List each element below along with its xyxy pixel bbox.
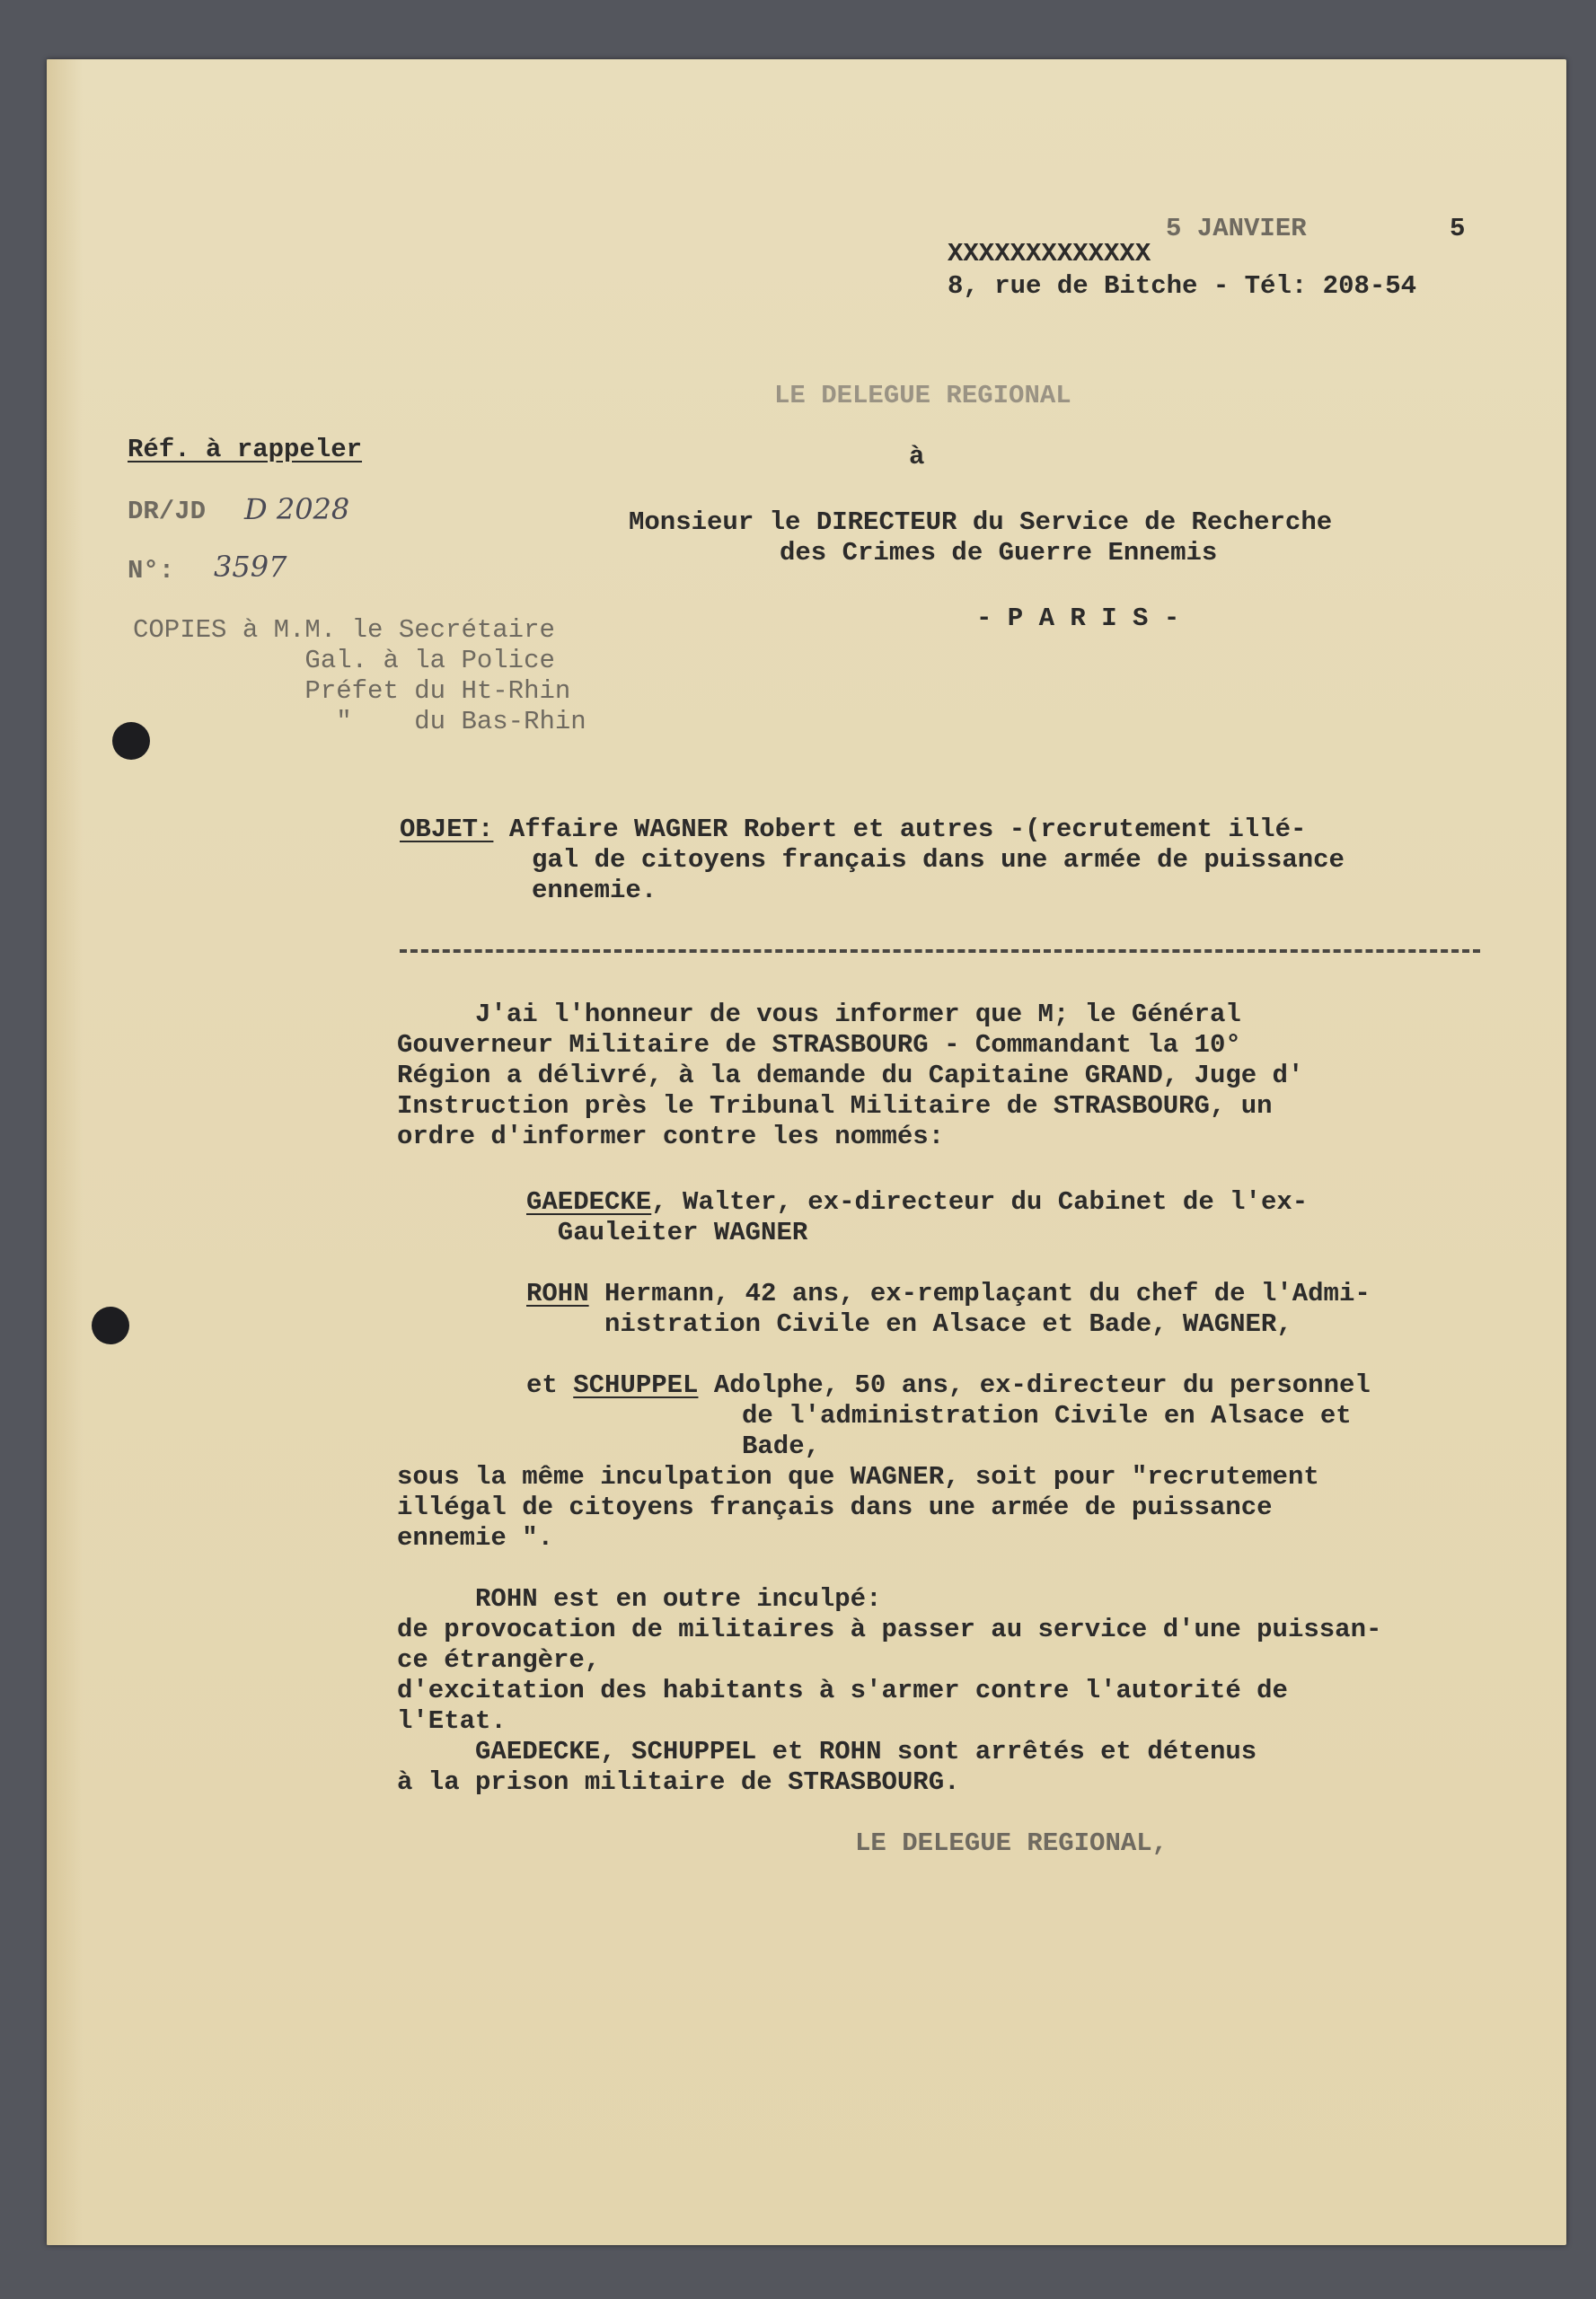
rohn-details: Hermann, 42 ans, ex-remplaçant du chef de l'Admi-	[588, 1279, 1371, 1308]
punch-hole-bottom	[92, 1307, 129, 1344]
gaedecke-details: , Walter, ex-directeur du Cabinet de l'ex-	[651, 1187, 1309, 1217]
gaedecke-line-2: Gauleiter WAGNER	[526, 1218, 808, 1247]
letter-year-digit: 5	[1450, 214, 1466, 243]
body-p1-line-1: J'ai l'honneur de vous informer que M; le Général	[397, 1000, 1241, 1029]
sender-title: LE DELEGUE REGIONAL	[774, 381, 1071, 410]
to-preposition: à	[909, 442, 925, 471]
body-p1-line-4: Instruction près le Tribunal Militaire de STRASBOURG, un	[397, 1091, 1273, 1121]
objet-label: OBJET:	[400, 815, 494, 844]
rohn-line-2: nistration Civile en Alsace et Bade, WAGNER,	[526, 1309, 1292, 1339]
reference-code: DR/JD	[128, 497, 207, 526]
schuppel-details: Adolphe, 50 ans, ex-directeur du personnel	[698, 1370, 1371, 1400]
copies-line-2: Gal. à la Police	[133, 646, 555, 675]
recipient-line-2: des Crimes de Guerre Ennemis	[780, 538, 1218, 568]
copies-line-1: COPIES à M.M. le Secrétaire	[133, 615, 555, 645]
objet-text-1: Affaire WAGNER Robert et autres -(recrutement illé-	[493, 815, 1307, 844]
separator-rule	[400, 949, 1480, 953]
gaedecke-name: GAEDECKE	[526, 1187, 652, 1217]
sender-address: 8, rue de Bitche - Tél: 208-54	[948, 271, 1417, 301]
objet-line-1	[400, 815, 1306, 845]
schuppel-prefix: et	[526, 1370, 574, 1400]
body-p3-line-6: GAEDECKE, SCHUPPEL et ROHN sont arrêtés et détenus	[397, 1737, 1257, 1766]
copies-line-3: Préfet du Ht-Rhin	[133, 676, 571, 706]
rohn-name: ROHN	[526, 1279, 589, 1308]
schuppel-line-2: de l'administration Civile en Alsace et	[742, 1401, 1352, 1431]
body-p1-line-5: ordre d'informer contre les nommés:	[397, 1122, 945, 1151]
reference-code-handwritten: D 2028	[244, 492, 350, 526]
body-p3-line-3: ce étrangère,	[397, 1645, 601, 1675]
recipient-city: - P A R I S -	[976, 603, 1180, 633]
body-p3-line-2: de provocation de militaires à passer au service d'une puissan-	[397, 1615, 1382, 1644]
struck-out-line: XXXXXXXXXXXXX	[948, 239, 1151, 269]
reference-number-handwritten: 3597	[214, 550, 287, 584]
person-gaedecke	[526, 1187, 1308, 1218]
person-schuppel	[526, 1370, 1371, 1401]
copies-line-4: " du Bas-Rhin	[133, 707, 586, 736]
reference-label: Réf. à rappeler	[128, 435, 363, 464]
body-p3-line-4: d'excitation des habitants à s'armer contre l'autorité de	[397, 1676, 1288, 1705]
body-p3-line-5: l'Etat.	[397, 1706, 507, 1736]
body-p3-line-1: ROHN est en outre inculpé:	[397, 1584, 882, 1614]
person-rohn	[526, 1279, 1371, 1309]
reference-number-label: N°:	[128, 556, 175, 586]
body-p2-line-1: sous la même inculpation que WAGNER, soit pour "recrutement	[397, 1462, 1319, 1492]
objet-line-3: ennemie.	[532, 876, 657, 905]
schuppel-name: SCHUPPEL	[573, 1370, 699, 1400]
schuppel-line-3: Bade,	[742, 1431, 821, 1461]
body-p1-line-3: Région a délivré, à la demande du Capitaine GRAND, Juge d'	[397, 1061, 1304, 1090]
body-p3-line-7: à la prison militaire de STRASBOURG.	[397, 1767, 960, 1797]
body-p2-line-2: illégal de citoyens français dans une armée de puissance	[397, 1493, 1273, 1522]
body-p2-line-3: ennemie ".	[397, 1523, 554, 1553]
objet-line-2: gal de citoyens français dans une armée de puissance	[532, 845, 1345, 875]
body-p1-line-2: Gouverneur Militaire de STRASBOURG - Commandant la 10°	[397, 1030, 1241, 1060]
letter-date: 5 JANVIER	[1166, 214, 1307, 243]
recipient-line-1: Monsieur le DIRECTEUR du Service de Recherche	[629, 507, 1333, 537]
closing-signature: LE DELEGUE REGIONAL,	[855, 1828, 1168, 1858]
